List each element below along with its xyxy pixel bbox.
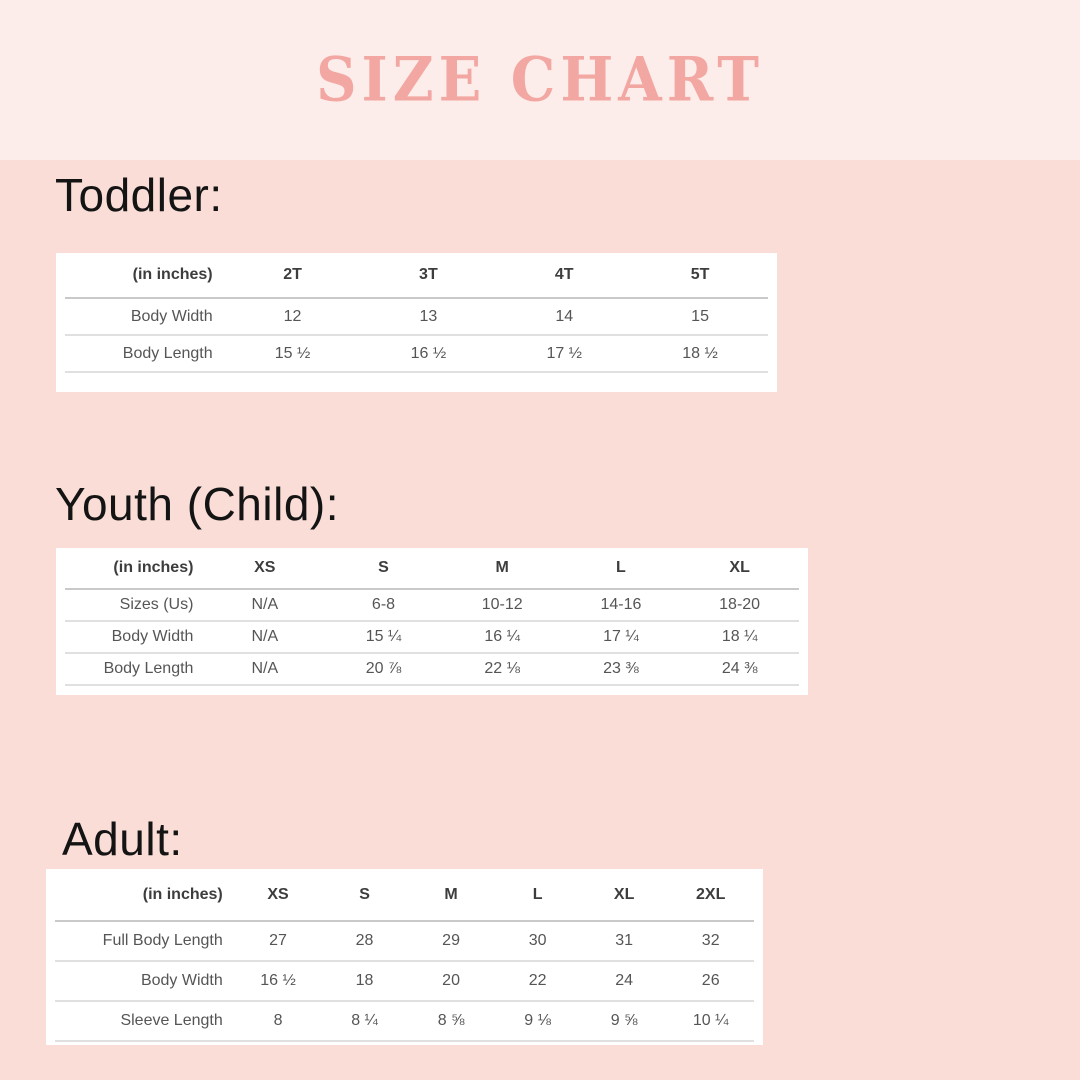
measurement-value: 24 xyxy=(581,961,668,1001)
measurement-value: 13 xyxy=(360,298,496,335)
table-row xyxy=(55,1001,754,1041)
page-title: SIZE CHART xyxy=(316,44,764,116)
measurement-value: 27 xyxy=(235,921,322,961)
size-column-header: S xyxy=(321,869,408,921)
table-row xyxy=(65,589,799,621)
table-row xyxy=(65,621,799,653)
measurement-value: 20 xyxy=(408,961,495,1001)
size-column-header: XS xyxy=(205,548,324,589)
size-column-header: XL xyxy=(680,548,799,589)
units-label: (in inches) xyxy=(65,253,225,298)
table-row xyxy=(55,921,754,961)
row-label: Body Width xyxy=(65,298,225,335)
measurement-value: 9 ⅛ xyxy=(494,1001,581,1041)
measurement-value: 32 xyxy=(667,921,754,961)
measurement-value: 16 ½ xyxy=(360,335,496,372)
measurement-value: 8 xyxy=(235,1001,322,1041)
measurement-value: 30 xyxy=(494,921,581,961)
size-column-header: 4T xyxy=(496,253,632,298)
row-label: Body Width xyxy=(55,961,235,1001)
measurement-value: 14-16 xyxy=(562,589,681,621)
measurement-value: 17 ¼ xyxy=(562,621,681,653)
measurement-value: 31 xyxy=(581,921,668,961)
size-column-header: 2T xyxy=(225,253,361,298)
section-heading-toddler: Toddler: xyxy=(55,169,223,221)
adult-size-table xyxy=(55,869,754,1042)
measurement-value: 18 xyxy=(321,961,408,1001)
measurement-value: 23 ⅜ xyxy=(562,653,681,685)
youth-table-panel xyxy=(56,548,808,695)
size-column-header: XL xyxy=(581,869,668,921)
measurement-value: 10-12 xyxy=(443,589,562,621)
measurement-value: 6-8 xyxy=(324,589,443,621)
measurement-value: 26 xyxy=(667,961,754,1001)
size-column-header: 3T xyxy=(360,253,496,298)
table-header-row xyxy=(65,253,768,298)
measurement-value: N/A xyxy=(205,621,324,653)
youth-size-table xyxy=(65,548,799,686)
measurement-value: 15 ¼ xyxy=(324,621,443,653)
table-header-row xyxy=(55,869,754,921)
row-label: Body Length xyxy=(65,335,225,372)
units-label: (in inches) xyxy=(55,869,235,921)
size-column-header: M xyxy=(443,548,562,589)
measurement-value: N/A xyxy=(205,589,324,621)
size-column-header: M xyxy=(408,869,495,921)
row-label: Sleeve Length xyxy=(55,1001,235,1041)
section-heading-youth: Youth (Child): xyxy=(55,478,340,530)
row-label: Body Width xyxy=(65,621,205,653)
row-label: Full Body Length xyxy=(55,921,235,961)
measurement-value: 24 ⅜ xyxy=(680,653,799,685)
toddler-size-table xyxy=(65,253,768,373)
units-label: (in inches) xyxy=(65,548,205,589)
measurement-value: 12 xyxy=(225,298,361,335)
measurement-value: 8 ¼ xyxy=(321,1001,408,1041)
measurement-value: 22 xyxy=(494,961,581,1001)
size-column-header: L xyxy=(494,869,581,921)
measurement-value: 16 ½ xyxy=(235,961,322,1001)
table-row xyxy=(65,335,768,372)
size-column-header: XS xyxy=(235,869,322,921)
measurement-value: 28 xyxy=(321,921,408,961)
adult-table-panel xyxy=(46,869,763,1045)
table-row xyxy=(65,653,799,685)
measurement-value: 14 xyxy=(496,298,632,335)
title-banner xyxy=(0,0,1080,160)
measurement-value: 10 ¼ xyxy=(667,1001,754,1041)
size-column-header: 5T xyxy=(632,253,768,298)
measurement-value: 15 ½ xyxy=(225,335,361,372)
toddler-table-panel xyxy=(56,253,777,392)
measurement-value: 9 ⅝ xyxy=(581,1001,668,1041)
row-label: Sizes (Us) xyxy=(65,589,205,621)
measurement-value: 18 ½ xyxy=(632,335,768,372)
measurement-value: 17 ½ xyxy=(496,335,632,372)
measurement-value: 22 ⅛ xyxy=(443,653,562,685)
row-label: Body Length xyxy=(65,653,205,685)
section-heading-adult: Adult: xyxy=(62,813,183,865)
size-column-header: S xyxy=(324,548,443,589)
measurement-value: 16 ¼ xyxy=(443,621,562,653)
measurement-value: 8 ⅝ xyxy=(408,1001,495,1041)
size-column-header: 2XL xyxy=(667,869,754,921)
measurement-value: 29 xyxy=(408,921,495,961)
measurement-value: 20 ⅞ xyxy=(324,653,443,685)
size-column-header: L xyxy=(562,548,681,589)
table-row xyxy=(55,961,754,1001)
table-row xyxy=(65,298,768,335)
measurement-value: N/A xyxy=(205,653,324,685)
table-header-row xyxy=(65,548,799,589)
measurement-value: 18-20 xyxy=(680,589,799,621)
measurement-value: 18 ¼ xyxy=(680,621,799,653)
measurement-value: 15 xyxy=(632,298,768,335)
